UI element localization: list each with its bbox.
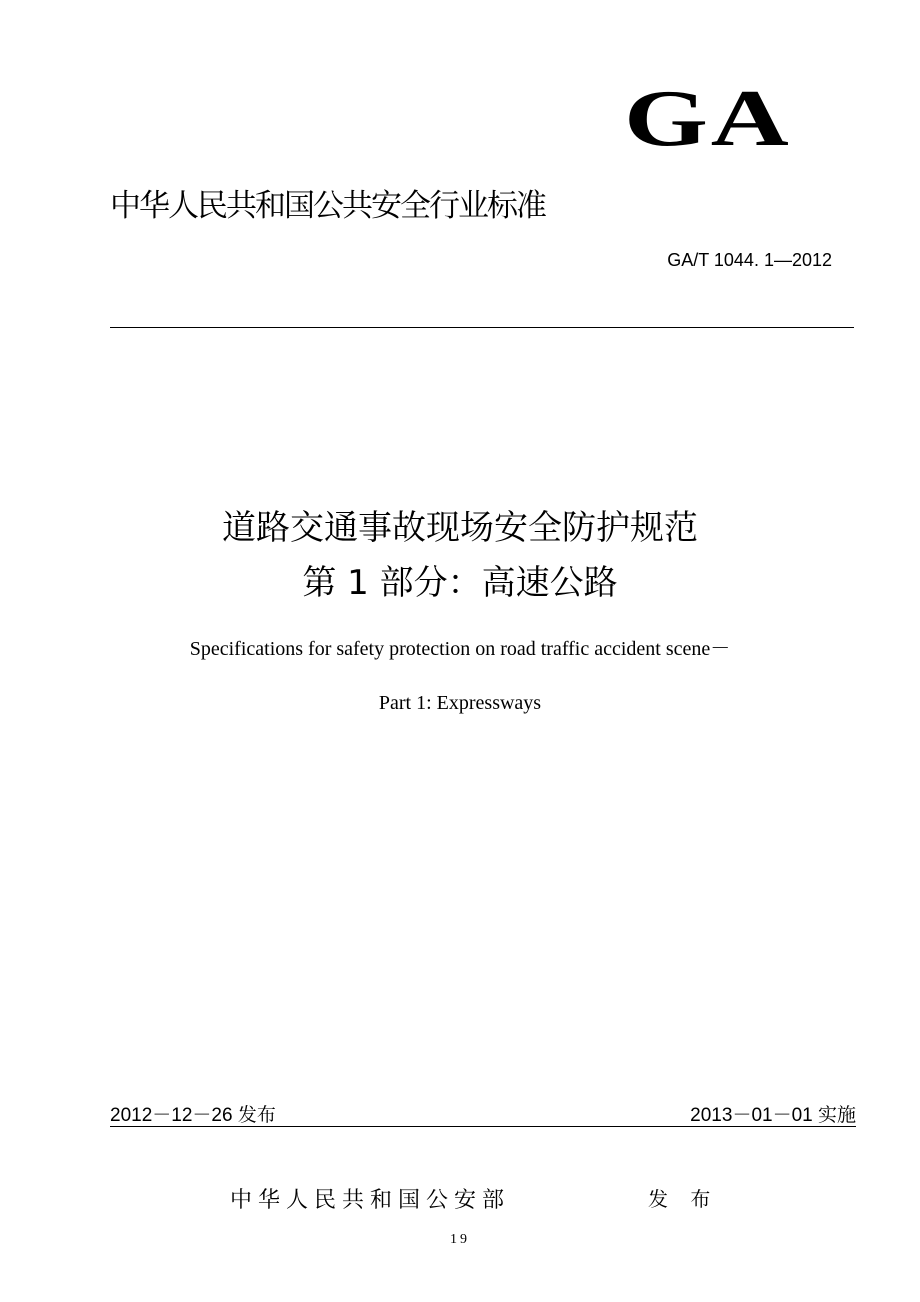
implementation-date: 2013－01－01 实施 xyxy=(690,1105,856,1126)
title-english-line2: Part 1: Expressways xyxy=(378,692,542,714)
title-chinese-line1: 道路交通事故现场安全防护规范 xyxy=(222,508,698,548)
top-divider xyxy=(110,327,854,328)
bottom-divider xyxy=(110,1126,856,1127)
page-number: 19 xyxy=(450,1232,470,1247)
ga-logo: GA xyxy=(624,75,792,163)
standard-category: 中华人民共和国公共安全行业标准 xyxy=(110,188,545,224)
issue-label: 发 布 xyxy=(648,1187,719,1211)
title-english-line1: Specifications for safety protection on road traffic accident scene－ xyxy=(189,638,731,660)
issuing-authority: 中华人民共和国公安部 xyxy=(230,1188,511,1213)
issue-date: 2012－12－26 发布 xyxy=(110,1105,276,1126)
title-chinese-line2: 第 1 部分：高速公路 xyxy=(302,563,618,603)
standard-number: GA/T 1044. 1—2012 xyxy=(667,250,832,270)
